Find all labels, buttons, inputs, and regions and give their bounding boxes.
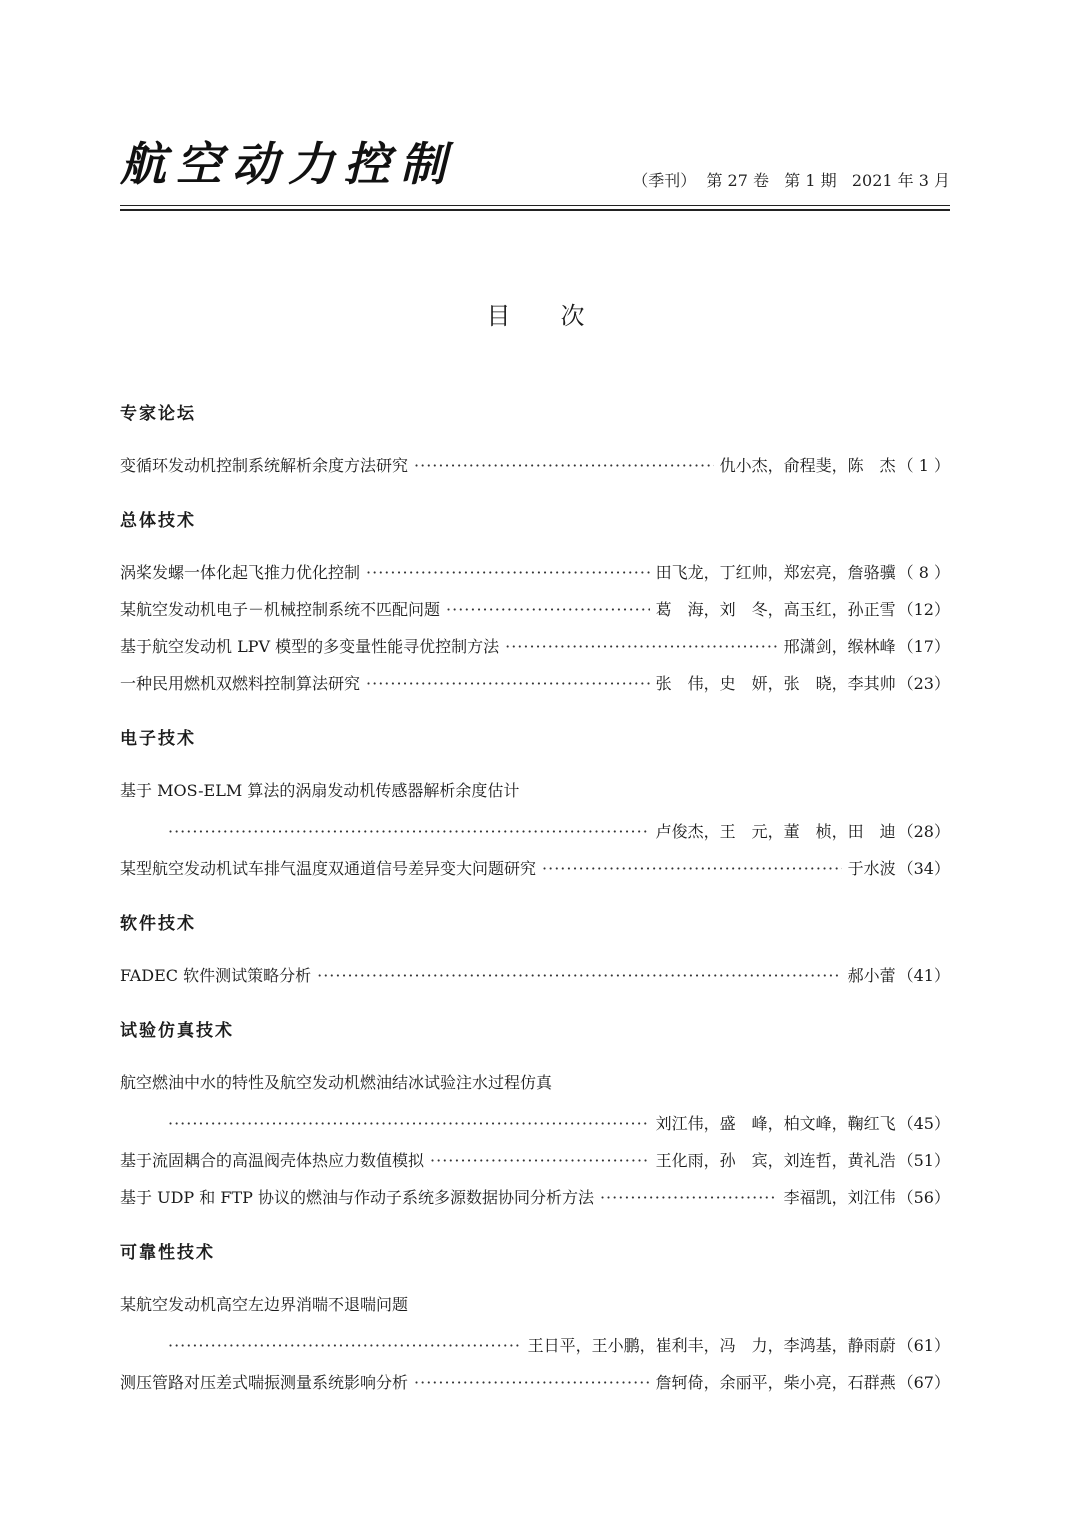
entry-authors: 张 伟，史 妍，张 晓，李其帅	[655, 674, 896, 693]
toc-entry[interactable]	[120, 962, 950, 999]
leader-dots	[168, 1332, 522, 1360]
leader-dots	[414, 1369, 650, 1397]
section-spacer	[120, 892, 950, 910]
entry-page-number: （67）	[897, 1373, 950, 1392]
entry-page-number: （17）	[897, 637, 950, 656]
entry-page-number: （ 8 ）	[897, 563, 950, 582]
entry-authors: 刘江伟，盛 峰，柏文峰，鞠红飞	[655, 1114, 896, 1133]
leader-dots	[366, 559, 650, 587]
entry-page-number: （12）	[897, 600, 950, 619]
entry-title[interactable]: 变循环发动机控制系统解析余度方法研究	[120, 456, 409, 475]
entry-authors: 王化雨，孙 宾，刘连哲，黄礼浩	[655, 1151, 896, 1170]
entry-authors: 田飞龙，丁红帅，郑宏亮，詹骆骥	[655, 563, 896, 582]
entry-title[interactable]: FADEC 软件测试策略分析	[120, 966, 312, 985]
entry-title[interactable]: 某型航空发动机试车排气温度双通道信号差异变大问题研究	[120, 859, 537, 878]
entry-title[interactable]: 基于流固耦合的高温阀壳体热应力数值模拟	[120, 1151, 425, 1170]
entry-page-number: （ 1 ）	[897, 456, 950, 475]
section-spacer	[120, 489, 950, 507]
leader-dots	[446, 596, 650, 624]
section-title: 电子技术	[120, 729, 196, 749]
entry-authors: 王日平，王小鹏，崔利丰，冯 力，李鸿基，静雨蔚	[527, 1336, 896, 1355]
entry-authors: 邢潇剑，缑林峰	[783, 637, 896, 656]
entry-title[interactable]: 一种民用燃机双燃料控制算法研究	[120, 674, 361, 693]
header-rule-bottom	[120, 209, 950, 211]
entry-page-number: （56）	[897, 1188, 950, 1207]
toc-entry[interactable]	[120, 559, 950, 596]
section-title: 总体技术	[120, 511, 196, 531]
entry-page-number: （45）	[897, 1114, 950, 1133]
entry-authors: 郝小蕾	[847, 966, 896, 985]
entry-page-number: （34）	[897, 859, 950, 878]
toc-entry[interactable]	[120, 670, 950, 707]
entry-title[interactable]: 基于航空发动机 LPV 模型的多变量性能寻优控制方法	[120, 637, 500, 656]
section-spacer	[120, 999, 950, 1017]
leader-dots	[600, 1184, 778, 1212]
toc-entry[interactable]	[120, 1332, 950, 1369]
section-spacer	[120, 707, 950, 725]
leader-dots	[168, 1110, 650, 1138]
leader-dots	[430, 1147, 650, 1175]
entry-title[interactable]: 某航空发动机电子－机械控制系统不匹配问题	[120, 600, 441, 619]
entry-title[interactable]: 基于 UDP 和 FTP 协议的燃油与作动子系统多源数据协同分析方法	[120, 1188, 594, 1207]
leader-dots	[366, 670, 650, 698]
leader-dots	[414, 452, 714, 480]
section-title: 可靠性技术	[120, 1243, 215, 1263]
toc-entry[interactable]	[120, 1147, 950, 1184]
entry-page-number: （28）	[897, 822, 950, 841]
leader-dots	[317, 962, 842, 990]
entry-page-number: （23）	[897, 674, 950, 693]
toc-entry[interactable]	[120, 818, 950, 855]
toc-entry[interactable]	[120, 1110, 950, 1147]
entry-title[interactable]: 测压管路对压差式喘振测量系统影响分析	[120, 1373, 409, 1392]
toc-entry[interactable]	[120, 633, 950, 670]
entry-title[interactable]: 航空燃油中水的特性及航空发动机燃油结冰试验注水过程仿真	[120, 1073, 553, 1092]
entry-authors: 李福凯，刘江伟	[783, 1188, 896, 1207]
entry-authors: 仇小杰，俞程斐，陈 杰	[719, 456, 896, 475]
entry-page-number: （51）	[897, 1151, 950, 1170]
toc-entry[interactable]	[120, 1184, 950, 1221]
toc-entry[interactable]	[120, 452, 950, 489]
entry-authors: 葛 海，刘 冬，高玉红，孙正雪	[655, 600, 896, 619]
section-title: 软件技术	[120, 914, 196, 934]
toc-heading: 目次	[486, 302, 635, 330]
journal-title: 航空动力控制	[120, 137, 456, 191]
table-of-contents	[120, 400, 950, 1424]
entry-page-number: （41）	[897, 966, 950, 985]
leader-dots	[505, 633, 777, 661]
entry-title[interactable]: 某航空发动机高空左边界消喘不退喘问题	[120, 1295, 409, 1314]
section-spacer	[120, 1406, 950, 1424]
section-title: 专家论坛	[120, 404, 196, 424]
section-spacer	[120, 1221, 950, 1239]
toc-entry[interactable]	[120, 596, 950, 633]
issue-info: （季刊） 第 27 卷 第 1 期 2021 年 3 月	[632, 171, 950, 190]
toc-entry[interactable]	[120, 855, 950, 892]
entry-title[interactable]: 涡桨发螺一体化起飞推力优化控制	[120, 563, 361, 582]
leader-dots	[168, 818, 650, 846]
entry-authors: 于水波	[847, 859, 896, 878]
entry-page-number: （61）	[897, 1336, 950, 1355]
entry-title[interactable]: 基于 MOS-ELM 算法的涡扇发动机传感器解析余度估计	[120, 781, 520, 800]
leader-dots	[542, 855, 842, 883]
header-rule-top	[120, 205, 950, 206]
entry-authors: 卢俊杰，王 元，董 桢，田 迪	[655, 822, 896, 841]
masthead	[120, 128, 950, 191]
entry-authors: 詹轲倚，余丽平，柴小亮，石群燕	[655, 1373, 896, 1392]
toc-entry[interactable]	[120, 1369, 950, 1406]
section-title: 试验仿真技术	[120, 1021, 234, 1041]
